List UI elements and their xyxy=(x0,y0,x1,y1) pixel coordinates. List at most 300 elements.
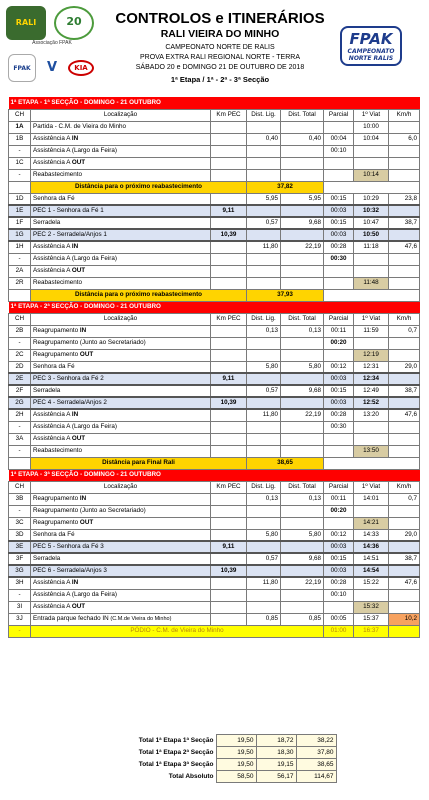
itinerary-row xyxy=(9,325,420,337)
column-header-row xyxy=(9,109,420,121)
location: Senhora da Fé xyxy=(31,361,211,373)
dist-total xyxy=(281,349,324,361)
speed xyxy=(389,589,420,601)
dist-total xyxy=(281,433,324,445)
location xyxy=(31,241,211,253)
column-header: CH xyxy=(9,109,31,121)
location-flag: OUT xyxy=(71,435,86,442)
location: Senhora da Fé xyxy=(31,193,211,205)
first-car-time: 12:19 xyxy=(354,349,389,361)
dist-total: 0,13 xyxy=(281,325,324,337)
section-header-row xyxy=(9,301,420,313)
itinerary-row xyxy=(9,157,420,169)
column-header: Km PEC xyxy=(211,313,247,325)
dist-total: 0,13 xyxy=(281,493,324,505)
dist-lig xyxy=(247,253,281,265)
dist-lig xyxy=(247,589,281,601)
itinerary-row xyxy=(9,265,420,277)
location: PEC 1 - Senhora da Fé 1 xyxy=(31,205,211,217)
speed xyxy=(389,601,420,613)
location xyxy=(31,133,211,145)
partial-time: 00:28 xyxy=(324,409,354,421)
control-code: 3F xyxy=(9,553,31,565)
section-title: 1ª ETAPA - 3ª SECÇÃO - DOMINGO - 21 OUTUBRO xyxy=(9,469,420,481)
location-text: Assistência A xyxy=(33,159,72,166)
speed xyxy=(389,445,420,457)
empty-cell xyxy=(324,457,420,469)
partial-time xyxy=(324,157,354,169)
dist-lig: 0,57 xyxy=(247,217,281,229)
first-car-time xyxy=(354,145,389,157)
column-header: CH xyxy=(9,481,31,493)
location: Serradela xyxy=(31,385,211,397)
championship-name: CAMPEONATO NORTE DE RALIS xyxy=(165,44,275,51)
dist-lig xyxy=(247,601,281,613)
partial-time: 00:10 xyxy=(324,589,354,601)
total-dist: 38,65 xyxy=(296,759,336,771)
dist-lig xyxy=(247,265,281,277)
distance-row xyxy=(9,457,420,469)
dist-lig xyxy=(247,505,281,517)
fpak-small-logo xyxy=(8,54,36,82)
speed xyxy=(389,169,420,181)
location: Assistência A (Largo da Feira) xyxy=(31,145,211,157)
control-code: 1H xyxy=(9,241,31,253)
first-car-time: 15:32 xyxy=(354,601,389,613)
itinerary-row xyxy=(9,241,420,253)
itinerary-row xyxy=(9,589,420,601)
first-car-time xyxy=(354,253,389,265)
anniversary-logo xyxy=(54,6,94,40)
dist-lig xyxy=(247,421,281,433)
control-code: 3H xyxy=(9,577,31,589)
first-car-time: 13:50 xyxy=(354,445,389,457)
empty-cell xyxy=(9,181,31,193)
location-text: Reagrupamento xyxy=(33,519,80,526)
speed xyxy=(389,145,420,157)
first-car-time xyxy=(354,433,389,445)
column-header: Dist. Total xyxy=(281,313,324,325)
km-pec xyxy=(211,385,247,397)
total-km-pec: 19,50 xyxy=(216,735,256,747)
km-pec xyxy=(211,169,247,181)
location-text: Assistência A xyxy=(33,135,72,142)
speed xyxy=(389,505,420,517)
dist-total: 22,19 xyxy=(281,241,324,253)
km-pec xyxy=(211,601,247,613)
location xyxy=(31,493,211,505)
column-header-row xyxy=(9,481,420,493)
control-code: 3C xyxy=(9,517,31,529)
event-dates: SÁBADO 20 e DOMINGO 21 DE OUTUBRO DE 2018 xyxy=(135,64,305,71)
itinerary-row xyxy=(9,529,420,541)
location-detail: (C.M.de Vieira do Minho) xyxy=(110,616,172,622)
control-code: 3A xyxy=(9,433,31,445)
first-car-time: 14:01 xyxy=(354,493,389,505)
distance-value: 38,65 xyxy=(247,457,324,469)
dist-lig: 0,85 xyxy=(247,613,281,625)
kia-logo-text: KIA xyxy=(74,64,88,72)
control-code: 3I xyxy=(9,601,31,613)
dist-total xyxy=(281,157,324,169)
partial-time: 00:10 xyxy=(324,145,354,157)
partial-time xyxy=(324,601,354,613)
control-code: 1E xyxy=(9,205,31,217)
km-pec xyxy=(211,133,247,145)
first-car-time xyxy=(354,157,389,169)
itinerary-row xyxy=(9,601,420,613)
location-text: Reagrupamento xyxy=(33,495,80,502)
total-label: Total 1ª Etapa 2ª Secção xyxy=(138,748,214,756)
partial-time xyxy=(324,445,354,457)
location: Partida - C.M. de Vieira do Minho xyxy=(31,121,211,133)
dist-lig: 0,57 xyxy=(247,385,281,397)
anniversary-logo-text: 20 xyxy=(66,15,82,28)
first-car-time: 16:37 xyxy=(354,625,389,637)
km-pec xyxy=(211,265,247,277)
speed xyxy=(389,373,420,385)
dist-lig: 0,57 xyxy=(247,553,281,565)
itinerary-row xyxy=(9,493,420,505)
km-pec xyxy=(211,241,247,253)
location xyxy=(31,349,211,361)
dist-total xyxy=(281,277,324,289)
fpak-logo-sub1: CAMPEONATO xyxy=(347,48,395,55)
partial-time: 00:03 xyxy=(324,565,354,577)
km-pec xyxy=(211,193,247,205)
speed xyxy=(389,349,420,361)
total-row xyxy=(114,747,336,759)
itinerary-row xyxy=(9,361,420,373)
itinerary-row xyxy=(9,349,420,361)
column-header: Dist. Lig. xyxy=(247,481,281,493)
dist-lig xyxy=(247,397,281,409)
speed xyxy=(389,277,420,289)
dist-lig: 5,80 xyxy=(247,361,281,373)
km-pec xyxy=(211,493,247,505)
dist-total xyxy=(281,337,324,349)
partial-time xyxy=(324,349,354,361)
partial-time: 00:03 xyxy=(324,541,354,553)
speed xyxy=(389,565,420,577)
location xyxy=(31,577,211,589)
control-code: 2H xyxy=(9,409,31,421)
speed xyxy=(389,397,420,409)
location: PEC 4 - Serradela/Anjos 2 xyxy=(31,397,211,409)
column-header: Km PEC xyxy=(211,109,247,121)
speed: 10,2 xyxy=(389,613,420,625)
section-title: 1ª ETAPA - 1ª SECÇÃO - DOMINGO - 21 OUTUBRO xyxy=(9,97,420,109)
first-car-time: 11:48 xyxy=(354,277,389,289)
fpak-logo-sub2: NORTE RALIS xyxy=(348,55,394,62)
distance-row xyxy=(9,181,420,193)
dist-lig xyxy=(247,373,281,385)
first-car-time: 14:21 xyxy=(354,517,389,529)
control-code: - xyxy=(9,421,31,433)
location-text: Assistência A xyxy=(33,411,72,419)
rally-logo xyxy=(6,6,46,40)
dist-total: 22,19 xyxy=(281,409,324,421)
first-car-time: 10:32 xyxy=(354,205,389,217)
speed: 23,8 xyxy=(389,193,420,205)
partial-time: 00:03 xyxy=(324,229,354,241)
dist-lig xyxy=(247,445,281,457)
km-pec xyxy=(211,517,247,529)
total-row xyxy=(114,771,336,783)
location-text: Reagrupamento xyxy=(33,351,80,358)
partial-time: 00:28 xyxy=(324,577,354,589)
control-code: - xyxy=(9,445,31,457)
dist-lig: 0,13 xyxy=(247,493,281,505)
dist-lig xyxy=(247,121,281,133)
speed: 47,6 xyxy=(389,409,420,421)
control-code: - xyxy=(9,505,31,517)
empty-cell xyxy=(9,289,31,301)
total-row xyxy=(114,735,336,747)
location: Assistência A (Largo da Feira) xyxy=(31,421,211,433)
location: Serradela xyxy=(31,217,211,229)
total-km-pec: 58,50 xyxy=(216,771,256,783)
speed: 47,6 xyxy=(389,241,420,253)
km-pec xyxy=(211,613,247,625)
km-pec xyxy=(211,325,247,337)
partial-time: 00:20 xyxy=(324,505,354,517)
location-text: Assistência A xyxy=(33,435,72,442)
first-car-time: 10:47 xyxy=(354,217,389,229)
itinerary-row xyxy=(9,613,420,625)
rally-logo-text: RALI xyxy=(15,18,37,27)
valvoline-logo-text: V xyxy=(46,60,58,75)
special-stage-row xyxy=(9,565,420,577)
location xyxy=(31,601,211,613)
control-code: 2A xyxy=(9,265,31,277)
total-km-pec: 19,50 xyxy=(216,759,256,771)
dist-total: 5,80 xyxy=(281,361,324,373)
total-label: Total 1ª Etapa 1ª Secção xyxy=(138,736,214,744)
location xyxy=(31,433,211,445)
partial-time: 00:15 xyxy=(324,217,354,229)
first-car-time: 10:14 xyxy=(354,169,389,181)
first-car-time xyxy=(354,265,389,277)
km-pec: 10,39 xyxy=(211,565,247,577)
dist-lig: 11,80 xyxy=(247,241,281,253)
column-header: Km PEC xyxy=(211,481,247,493)
total-label: Total Absoluto xyxy=(168,772,214,780)
special-stage-row xyxy=(9,373,420,385)
total-dist: 114,67 xyxy=(296,771,336,783)
dist-total xyxy=(281,121,324,133)
total-dist: 38,22 xyxy=(296,735,336,747)
special-stage-row xyxy=(9,397,420,409)
control-code: 1D xyxy=(9,193,31,205)
control-code: 2G xyxy=(9,397,31,409)
total-dist: 37,80 xyxy=(296,747,336,759)
itinerary-table xyxy=(8,97,420,638)
location-flag: IN xyxy=(79,495,87,502)
itinerary-row xyxy=(9,169,420,181)
fpak-championship-logo xyxy=(340,26,402,66)
dist-total xyxy=(281,205,324,217)
km-pec xyxy=(211,253,247,265)
totals-body xyxy=(114,735,336,783)
speed xyxy=(389,205,420,217)
location: Reagrupamento (Junto ao Secretariado) xyxy=(31,337,211,349)
section-title: 1ª ETAPA - 2ª SECÇÃO - DOMINGO - 21 OUTUBRO xyxy=(9,301,420,313)
location-text: Assistência A xyxy=(33,603,72,610)
speed: 29,0 xyxy=(389,529,420,541)
location-flag: OUT xyxy=(79,351,94,358)
control-code: - xyxy=(9,169,31,181)
first-car-time: 12:31 xyxy=(354,361,389,373)
km-pec xyxy=(211,505,247,517)
km-pec xyxy=(211,145,247,157)
speed xyxy=(389,625,420,637)
first-car-time: 12:52 xyxy=(354,397,389,409)
fpak-logo-title: FPAK xyxy=(349,30,393,48)
location xyxy=(31,265,211,277)
km-pec: 9,11 xyxy=(211,541,247,553)
dist-total: 0,40 xyxy=(281,133,324,145)
location-text: Entrada parque fechado IN xyxy=(33,615,111,622)
column-header: Km/h xyxy=(389,109,420,121)
dist-lig xyxy=(247,205,281,217)
dist-lig xyxy=(247,433,281,445)
partial-time: 00:28 xyxy=(324,241,354,253)
dist-lig xyxy=(247,229,281,241)
location-text: Assistência A xyxy=(33,267,72,274)
speed: 6,0 xyxy=(389,133,420,145)
empty-cell xyxy=(9,457,31,469)
speed xyxy=(389,517,420,529)
dist-total: 9,68 xyxy=(281,217,324,229)
dist-lig: 0,40 xyxy=(247,133,281,145)
itinerary-row xyxy=(9,421,420,433)
km-pec xyxy=(211,277,247,289)
km-pec xyxy=(211,433,247,445)
control-code: 1C xyxy=(9,157,31,169)
partial-time: 00:12 xyxy=(324,361,354,373)
km-pec xyxy=(211,337,247,349)
dist-total xyxy=(281,421,324,433)
column-header: Dist. Lig. xyxy=(247,109,281,121)
itinerary-row xyxy=(9,193,420,205)
dist-total xyxy=(281,253,324,265)
location: PEC 2 - Serradela/Anjos 1 xyxy=(31,229,211,241)
location-flag: OUT xyxy=(71,603,86,610)
dist-lig: 0,13 xyxy=(247,325,281,337)
partial-time xyxy=(324,277,354,289)
km-pec xyxy=(211,445,247,457)
dist-lig xyxy=(247,349,281,361)
speed xyxy=(389,157,420,169)
partial-time: 00:03 xyxy=(324,373,354,385)
location: PEC 5 - Senhora da Fé 3 xyxy=(31,541,211,553)
column-header: Dist. Total xyxy=(281,481,324,493)
dist-total xyxy=(281,373,324,385)
column-header: Km/h xyxy=(389,481,420,493)
distance-label: Distância para o próximo reabastecimento xyxy=(31,289,247,301)
speed xyxy=(389,337,420,349)
control-code: - xyxy=(9,625,31,637)
distance-row xyxy=(9,289,420,301)
dist-total xyxy=(281,229,324,241)
column-header: Km/h xyxy=(389,313,420,325)
first-car-time: 14:36 xyxy=(354,541,389,553)
document-header xyxy=(110,10,330,85)
location: Assistência A (Largo da Feira) xyxy=(31,589,211,601)
dist-total: 22,19 xyxy=(281,577,324,589)
km-pec: 10,39 xyxy=(211,397,247,409)
itinerary-row xyxy=(9,217,420,229)
km-pec xyxy=(211,157,247,169)
kia-logo xyxy=(68,60,94,76)
dist-total xyxy=(281,265,324,277)
total-dist-lig: 19,15 xyxy=(256,759,296,771)
column-header: Localização xyxy=(31,109,211,121)
dist-total xyxy=(281,169,324,181)
speed: 47,6 xyxy=(389,577,420,589)
partial-time: 00:05 xyxy=(324,613,354,625)
first-car-time: 15:37 xyxy=(354,613,389,625)
distance-value: 37,93 xyxy=(247,289,324,301)
itinerary-row xyxy=(9,517,420,529)
dist-lig: 11,80 xyxy=(247,577,281,589)
km-pec xyxy=(211,121,247,133)
itinerary-row xyxy=(9,553,420,565)
section-header-row xyxy=(9,97,420,109)
distance-label: Distância para Final Rali xyxy=(31,457,247,469)
dist-total: 9,68 xyxy=(281,553,324,565)
location xyxy=(31,409,211,421)
first-car-time: 11:18 xyxy=(354,241,389,253)
location: Reabastecimento xyxy=(31,277,211,289)
location: PEC 3 - Senhora da Fé 2 xyxy=(31,373,211,385)
column-header: Localização xyxy=(31,313,211,325)
partial-time: 00:12 xyxy=(324,529,354,541)
partial-time xyxy=(324,265,354,277)
control-code: 2B xyxy=(9,325,31,337)
column-header: Localização xyxy=(31,481,211,493)
itinerary-row xyxy=(9,133,420,145)
dist-total: 0,85 xyxy=(281,613,324,625)
location xyxy=(31,517,211,529)
partial-time: 00:20 xyxy=(324,337,354,349)
dist-total xyxy=(281,517,324,529)
distance-label: Distância para o próximo reabastecimento xyxy=(31,181,247,193)
column-header: Parcial xyxy=(324,109,354,121)
control-code: 3J xyxy=(9,613,31,625)
speed: 29,0 xyxy=(389,361,420,373)
total-km-pec: 19,50 xyxy=(216,747,256,759)
speed: 38,7 xyxy=(389,553,420,565)
dist-total xyxy=(281,589,324,601)
dist-lig xyxy=(247,565,281,577)
km-pec xyxy=(211,577,247,589)
partial-time: 01:00 xyxy=(324,625,354,637)
total-row xyxy=(114,759,336,771)
page-title: CONTROLOS e ITINERÁRIOS xyxy=(115,10,325,27)
location: PÓDIO - C.M. de Vieira do Minho xyxy=(31,625,324,637)
dist-total: 5,95 xyxy=(281,193,324,205)
control-code: 1A xyxy=(9,121,31,133)
km-pec: 9,11 xyxy=(211,373,247,385)
partial-time: 00:03 xyxy=(324,205,354,217)
dist-total: 5,80 xyxy=(281,529,324,541)
speed xyxy=(389,265,420,277)
itinerary-row xyxy=(9,121,420,133)
first-car-time: 12:49 xyxy=(354,385,389,397)
partial-time xyxy=(324,517,354,529)
